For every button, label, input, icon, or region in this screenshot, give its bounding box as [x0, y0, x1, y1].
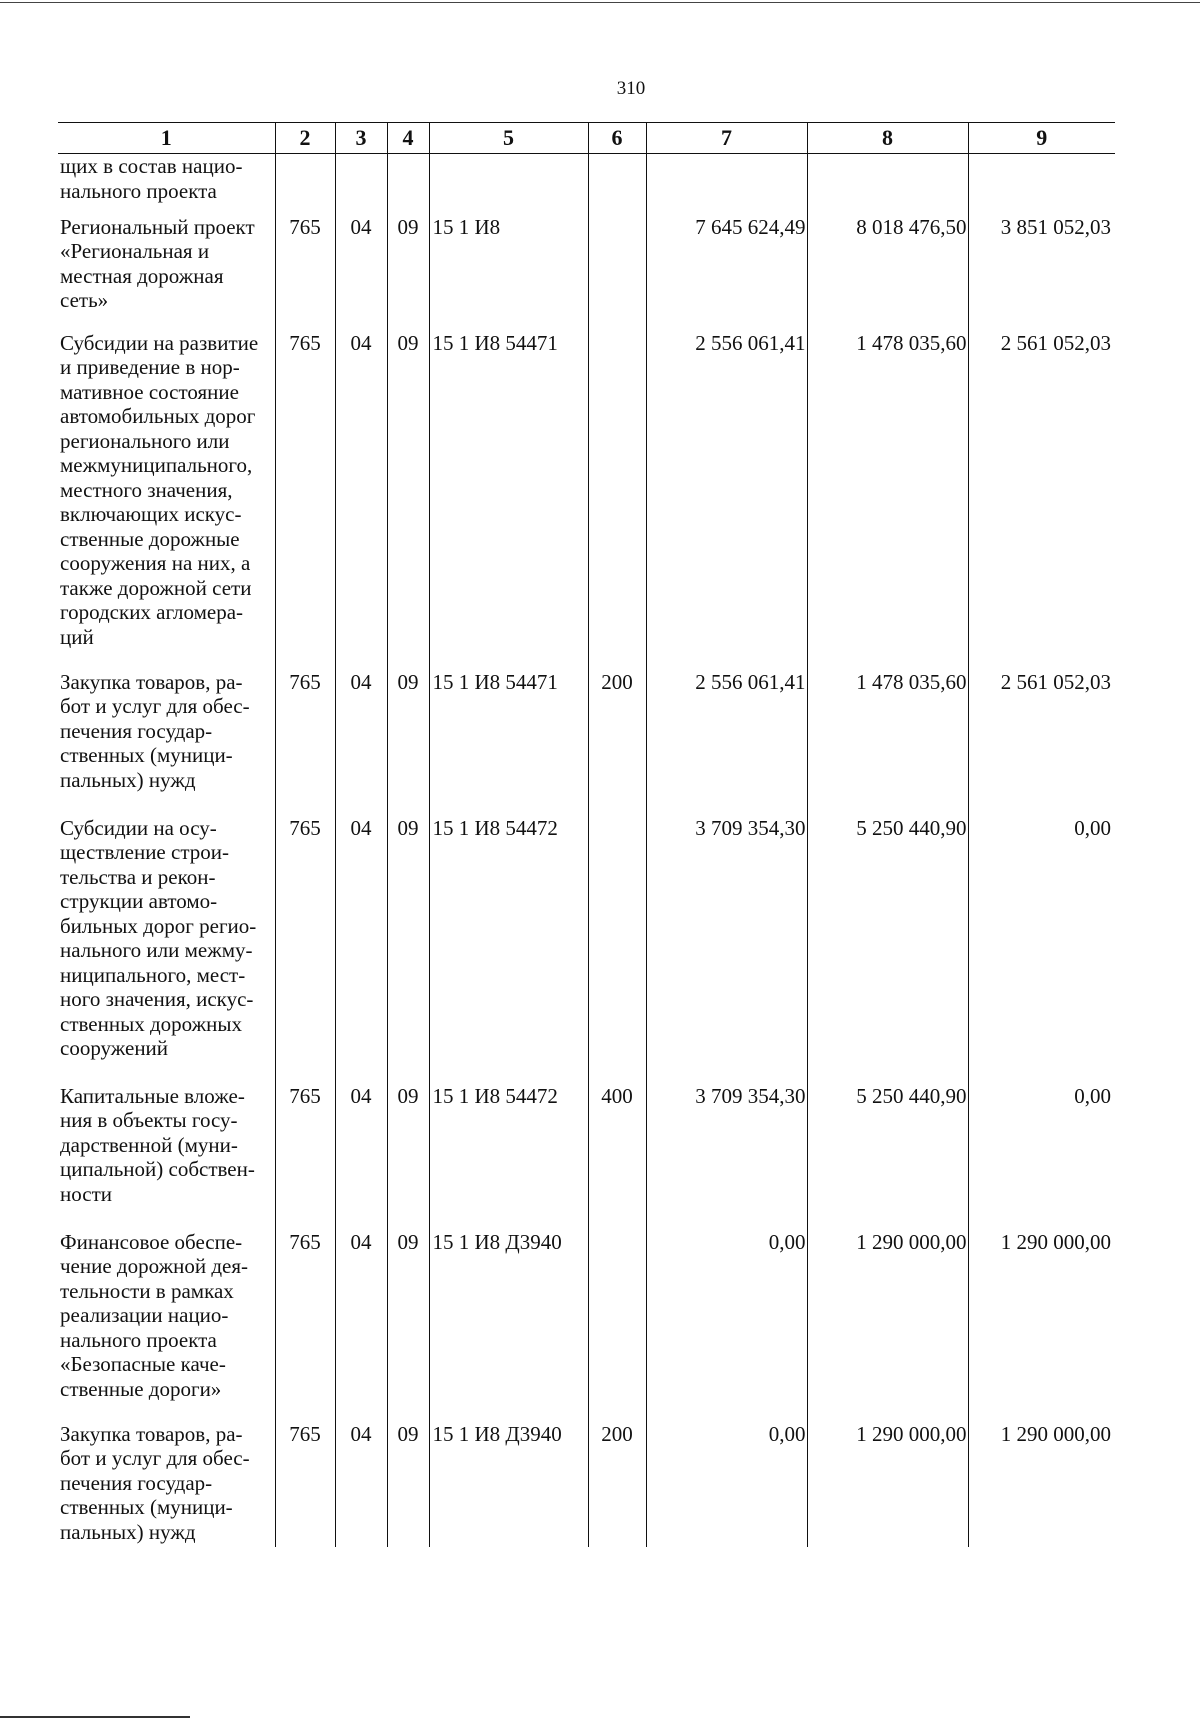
amount-col9: 2 561 052,03 [968, 670, 1115, 816]
col-header-4: 4 [387, 123, 429, 154]
subsection-code: 09 [387, 215, 429, 331]
amount-col7: 3 709 354,30 [646, 816, 807, 1084]
table-row [58, 816, 1115, 1084]
amount-col8: 1 478 035,60 [807, 331, 968, 670]
admin-code: 765 [275, 331, 335, 670]
expense-type-code: 200 [588, 670, 646, 816]
col-header-7: 7 [646, 123, 807, 154]
amount-col7: 0,00 [646, 1230, 807, 1422]
admin-code: 765 [275, 215, 335, 331]
target-article-code: 15 1 И8 54472 [429, 816, 588, 1084]
row-description: Региональный проект «Региональная и местная дорожная сеть» [60, 214, 255, 312]
amount-col8: 1 290 000,00 [807, 1422, 968, 1547]
subsection-code: 09 [387, 670, 429, 816]
row-description: Финансовое обеспе- чение дорожной дея- тельности в рамках реализации нацио- нального проекта «Безопасные каче- ственные дороги» [60, 1229, 248, 1401]
expense-type-code [588, 816, 646, 1084]
col-header-3: 3 [335, 123, 387, 154]
admin-code: 765 [275, 816, 335, 1084]
subsection-code [387, 154, 429, 215]
col-header-1: 1 [58, 123, 275, 154]
amount-col8: 1 478 035,60 [807, 670, 968, 816]
amount-col7: 0,00 [646, 1422, 807, 1547]
table-row [58, 670, 1115, 816]
target-article-code: 15 1 И8 54471 [429, 670, 588, 816]
row-description: Закупка товаров, ра- бот и услуг для обес- печения государ- ственных (муници- пальных) нужд [60, 1421, 250, 1544]
amount-col9 [968, 154, 1115, 215]
admin-code: 765 [275, 1422, 335, 1547]
table-row [58, 331, 1115, 670]
expense-type-code: 400 [588, 1084, 646, 1230]
row-description: Закупка товаров, ра- бот и услуг для обес- печения государ- ственных (муници- пальных) нужд [60, 669, 250, 792]
amount-col8: 5 250 440,90 [807, 1084, 968, 1230]
target-article-code: 15 1 И8 54471 [429, 331, 588, 670]
budget-table [58, 122, 1115, 1547]
table-row [58, 154, 1115, 215]
scan-edge-bottom [0, 1716, 190, 1718]
admin-code: 765 [275, 1230, 335, 1422]
admin-code [275, 154, 335, 215]
target-article-code: 15 1 И8 54472 [429, 1084, 588, 1230]
scan-edge-top [0, 2, 1200, 3]
amount-col8: 8 018 476,50 [807, 215, 968, 331]
table-row [58, 1084, 1115, 1230]
row-description: Субсидии на осу- ществление строи- тельства и рекон- струкции автомо- бильных дорог регио- нального или межму- ниципального, мест- ного значения, искус- ственных дорожных сооружений [60, 815, 257, 1060]
section-code: 04 [335, 816, 387, 1084]
table-row [58, 215, 1115, 331]
amount-col9: 1 290 000,00 [968, 1230, 1115, 1422]
admin-code: 765 [275, 1084, 335, 1230]
subsection-code: 09 [387, 1084, 429, 1230]
subsection-code: 09 [387, 1230, 429, 1422]
section-code: 04 [335, 1230, 387, 1422]
section-code: 04 [335, 1422, 387, 1547]
subsection-code: 09 [387, 816, 429, 1084]
amount-col8 [807, 154, 968, 215]
section-code: 04 [335, 331, 387, 670]
table-row [58, 1422, 1115, 1547]
section-code: 04 [335, 670, 387, 816]
target-article-code [429, 154, 588, 215]
amount-col9: 2 561 052,03 [968, 331, 1115, 670]
subsection-code: 09 [387, 1422, 429, 1547]
target-article-code: 15 1 И8 Д3940 [429, 1230, 588, 1422]
amount-col7: 7 645 624,49 [646, 215, 807, 331]
amount-col9: 3 851 052,03 [968, 215, 1115, 331]
section-code [335, 154, 387, 215]
expense-type-code [588, 215, 646, 331]
amount-col9: 1 290 000,00 [968, 1422, 1115, 1547]
page-number: 310 [616, 78, 646, 99]
expense-type-code: 200 [588, 1422, 646, 1547]
amount-col7 [646, 154, 807, 215]
target-article-code: 15 1 И8 Д3940 [429, 1422, 588, 1547]
amount-col7: 3 709 354,30 [646, 1084, 807, 1230]
amount-col8: 5 250 440,90 [807, 816, 968, 1084]
table-row [58, 1230, 1115, 1422]
admin-code: 765 [275, 670, 335, 816]
header-row [58, 123, 1115, 154]
amount-col8: 1 290 000,00 [807, 1230, 968, 1422]
amount-col9: 0,00 [968, 1084, 1115, 1230]
col-header-5: 5 [429, 123, 588, 154]
subsection-code: 09 [387, 331, 429, 670]
col-header-9: 9 [968, 123, 1115, 154]
expense-type-code [588, 1230, 646, 1422]
row-description: щих в состав нацио- нального проекта [60, 154, 243, 203]
col-header-8: 8 [807, 123, 968, 154]
col-header-6: 6 [588, 123, 646, 154]
amount-col7: 2 556 061,41 [646, 670, 807, 816]
section-code: 04 [335, 1084, 387, 1230]
amount-col9: 0,00 [968, 816, 1115, 1084]
col-header-2: 2 [275, 123, 335, 154]
target-article-code: 15 1 И8 [429, 215, 588, 331]
amount-col7: 2 556 061,41 [646, 331, 807, 670]
section-code: 04 [335, 215, 387, 331]
row-description: Субсидии на развитие и приведение в нор- мативное состояние автомобильных дорог регионального или межмуниципального, местного значения, включающих искус- ственные дорожные сооружения на них, а также дорожной сети городских агломера- ций [60, 330, 259, 649]
expense-type-code [588, 331, 646, 670]
expense-type-code [588, 154, 646, 215]
row-description: Капитальные вложе- ния в объекты госу- дарственной (муни- ципальной) собствен- ности [60, 1083, 255, 1206]
